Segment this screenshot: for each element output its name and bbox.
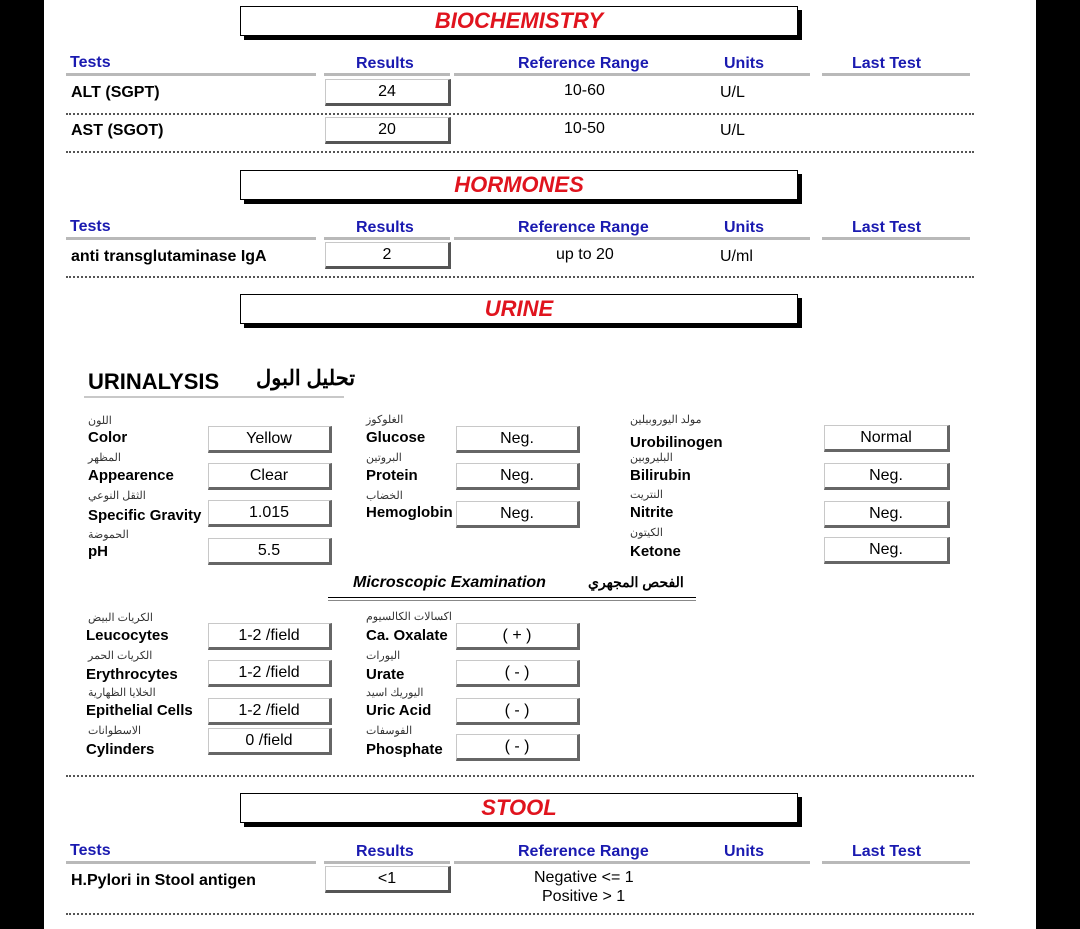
ketone-label: Ketone (630, 543, 681, 560)
bilirubin-value: Neg. (824, 463, 950, 490)
reference-range-line2: Positive > 1 (542, 888, 626, 905)
hemoglobin-value: Neg. (456, 501, 580, 528)
microscopic-examination-title-arabic: الفحص المجهري (588, 574, 684, 590)
urinalysis-title: URINALYSIS (88, 369, 220, 394)
test-name: anti transglutaminase IgA (71, 248, 267, 265)
urate-value: ( - ) (456, 660, 580, 687)
nitrite-label: Nitrite (630, 504, 674, 521)
tests-header: Tests (70, 54, 111, 71)
results-header: Results (356, 843, 414, 860)
header-underline (454, 861, 716, 864)
header-underline (822, 861, 970, 864)
unit-value: U/L (720, 84, 745, 101)
phosphate-arabic-label: الفوسفات (366, 725, 413, 737)
ca-oxalate-value: ( + ) (456, 623, 580, 650)
microscopic-examination-title: Microscopic Examination (353, 574, 546, 591)
bilirubin-arabic-label: البليروبين (630, 452, 673, 464)
microscopic-underline (328, 597, 696, 598)
reference-range-line1: Negative <= 1 (534, 869, 634, 886)
protein-label: Protein (366, 467, 418, 484)
title-underline (84, 396, 344, 398)
urobilinogen-label: Urobilinogen (630, 434, 723, 451)
bilirubin-label: Bilirubin (630, 467, 691, 484)
ph-value: 5.5 (208, 538, 332, 565)
result-value: 2 (325, 242, 451, 269)
header-underline (454, 237, 716, 240)
uric-acid-label: Uric Acid (366, 702, 432, 719)
header-underline (66, 237, 316, 240)
ph-arabic-label: الحموضة (88, 529, 129, 541)
units-header: Units (724, 55, 764, 72)
glucose-arabic-label: الغلوكوز (366, 414, 404, 426)
nitrite-arabic-label: النتريت (630, 489, 663, 501)
reference-range-value: 10-50 (564, 120, 605, 137)
ph-label: pH (88, 543, 108, 560)
uric-acid-arabic-label: اليوريك اسيد (366, 687, 424, 699)
leucocytes-label: Leucocytes (86, 627, 169, 644)
appearance-arabic-label: المظهر (88, 452, 121, 464)
hemoglobin-arabic-label: الخضاب (366, 490, 403, 502)
hormones-section-banner: HORMONES (240, 170, 798, 200)
header-underline (324, 73, 450, 76)
unit-value: U/ml (720, 248, 753, 265)
test-name: ALT (SGPT) (71, 84, 160, 101)
unit-value: U/L (720, 122, 745, 139)
header-underline (822, 237, 970, 240)
units-header: Units (724, 843, 764, 860)
reference-range-value: 10-60 (564, 82, 605, 99)
uric-acid-value: ( - ) (456, 698, 580, 725)
header-underline (716, 237, 810, 240)
ketone-arabic-label: الكيتون (630, 527, 663, 539)
header-underline (324, 861, 450, 864)
units-header: Units (724, 219, 764, 236)
glucose-label: Glucose (366, 429, 426, 446)
urobilinogen-arabic-label: مولد اليوروبيلين (630, 414, 702, 426)
result-value: 20 (325, 117, 451, 144)
stool-section-banner: STOOL (240, 793, 798, 823)
protein-arabic-label: البروتين (366, 452, 402, 464)
urate-arabic-label: اليورات (366, 650, 401, 662)
hemoglobin-label: Hemoglobin (366, 504, 453, 521)
microscopic-underline (328, 600, 696, 601)
phosphate-value: ( - ) (456, 734, 580, 761)
epithelial-cells-label: Epithelial Cells (86, 702, 193, 719)
leucocytes-arabic-label: الكريات البيض (88, 612, 153, 624)
protein-value: Neg. (456, 463, 580, 490)
lab-report-page (44, 0, 1036, 929)
header-underline (822, 73, 970, 76)
erythrocytes-arabic-label: الكريات الحمر (88, 650, 153, 662)
specific-gravity-arabic-label: الثقل النوعي (88, 490, 146, 502)
appearance-value: Clear (208, 463, 332, 490)
row-divider (66, 276, 974, 278)
row-divider (66, 113, 974, 115)
section-divider (66, 775, 974, 777)
ca-oxalate-arabic-label: اكسالات الكالسيوم (366, 611, 452, 623)
cylinders-value: 0 /field (208, 728, 332, 755)
test-name: H.Pylori in Stool antigen (71, 872, 256, 889)
header-underline (66, 861, 316, 864)
color-value: Yellow (208, 426, 332, 453)
specific-gravity-label: Specific Gravity (88, 507, 202, 524)
biochemistry-section-banner: BIOCHEMISTRY (240, 6, 798, 36)
ketone-value: Neg. (824, 537, 950, 564)
header-underline (716, 861, 810, 864)
nitrite-value: Neg. (824, 501, 950, 528)
erythrocytes-label: Erythrocytes (86, 666, 178, 683)
phosphate-label: Phosphate (366, 741, 443, 758)
cylinders-label: Cylinders (86, 741, 155, 758)
appearance-label: Appearence (88, 467, 174, 484)
tests-header: Tests (70, 218, 111, 235)
epithelial-cells-arabic-label: الخلايا الظهارية (88, 687, 156, 699)
tests-header: Tests (70, 842, 111, 859)
ca-oxalate-label: Ca. Oxalate (366, 627, 448, 644)
erythrocytes-value: 1-2 /field (208, 660, 332, 687)
leucocytes-value: 1-2 /field (208, 623, 332, 650)
glucose-value: Neg. (456, 426, 580, 453)
result-value: <1 (325, 866, 451, 893)
urine-section-banner: URINE (240, 294, 798, 324)
reference-range-value: up to 20 (556, 246, 614, 263)
header-underline (454, 73, 716, 76)
color-label: Color (88, 429, 128, 446)
results-header: Results (356, 219, 414, 236)
urinalysis-title-arabic: تحليل البول (256, 367, 356, 390)
specific-gravity-value: 1.015 (208, 500, 332, 527)
epithelial-cells-value: 1-2 /field (208, 698, 332, 725)
urate-label: Urate (366, 666, 405, 683)
result-value: 24 (325, 79, 451, 106)
urobilinogen-value: Normal (824, 425, 950, 452)
cylinders-arabic-label: الاسطوانات (88, 725, 142, 737)
results-header: Results (356, 55, 414, 72)
last-test-header: Last Test (852, 55, 922, 72)
header-underline (716, 73, 810, 76)
last-test-header: Last Test (852, 843, 922, 860)
reference-range-header: Reference Range (518, 843, 649, 860)
header-underline (324, 237, 450, 240)
last-test-header: Last Test (852, 219, 922, 236)
color-arabic-label: اللون (88, 415, 112, 427)
test-name: AST (SGOT) (71, 122, 164, 139)
reference-range-header: Reference Range (518, 55, 649, 72)
reference-range-header: Reference Range (518, 219, 649, 236)
header-underline (66, 73, 316, 76)
row-divider (66, 151, 974, 153)
row-divider (66, 913, 974, 915)
